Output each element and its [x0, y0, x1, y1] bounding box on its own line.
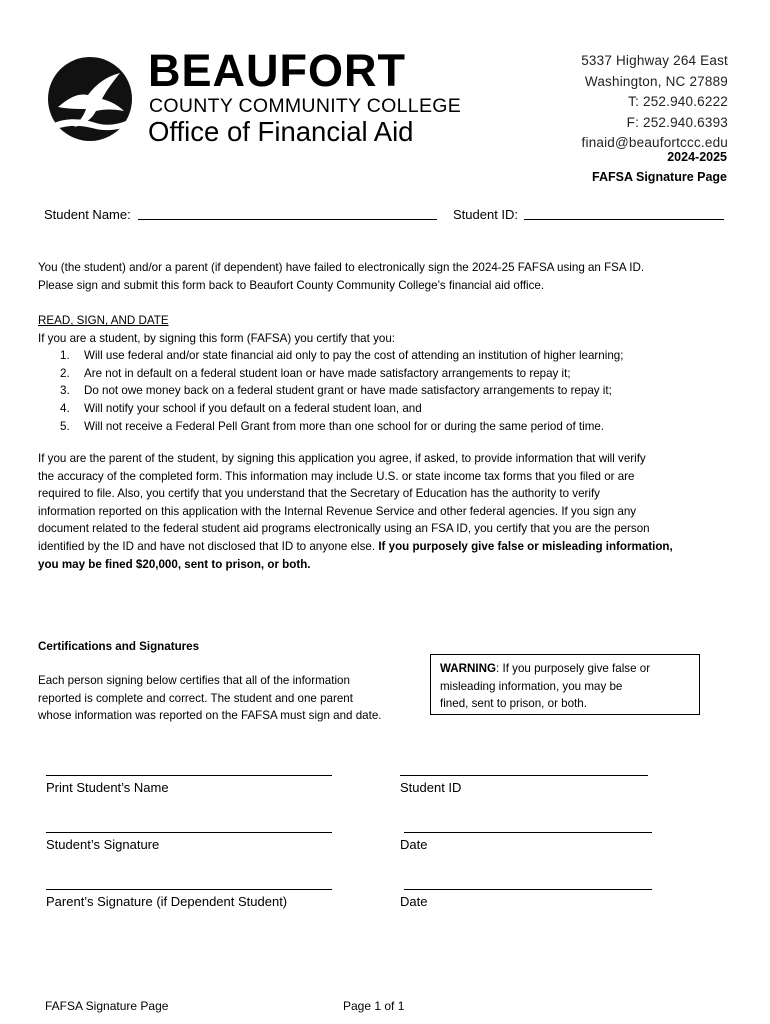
- email-link[interactable]: finaid@beaufortccc.edu: [581, 135, 728, 150]
- intro-line: Please sign and submit this form back to Beaufort County Community College’s financial aid office.: [38, 278, 545, 292]
- read-sign-section: [38, 312, 738, 435]
- read-sign-lead: If you are a student, by signing this form (FAFSA) you certify that you:: [38, 331, 395, 345]
- warning-label: WARNING: [440, 662, 497, 675]
- student-signature-line[interactable]: [46, 832, 332, 833]
- parent-date-label: Date: [400, 894, 428, 909]
- paragraph-line: information reported on this application with the Internal Revenue Service and other federal agencies. If you sign any: [38, 504, 637, 518]
- list-item: 2. Are not in default on a federal student loan or have made satisfactory arrangements to repay it;: [60, 366, 571, 380]
- address-line: Washington, NC 27889: [584, 73, 728, 89]
- certifications-heading: Certifications and Signatures: [38, 640, 200, 653]
- student-id-label: Student ID:: [453, 207, 519, 222]
- paragraph-line: If you are the parent of the student, by signing this application you agree, if asked, to provide information that will verify: [38, 452, 646, 465]
- student-signature-label: Student’s Signature: [46, 837, 160, 852]
- contact-address: [581, 51, 728, 154]
- warning-line: fined, sent to prison, or both.: [440, 697, 587, 711]
- warning-line: misleading information, you may be: [440, 679, 623, 693]
- college-name: BEAUFORT: [148, 45, 406, 96]
- paragraph-line: Each person signing below certifies that all of the information: [38, 674, 350, 687]
- college-logo-icon: [48, 57, 132, 141]
- intro-text: [38, 259, 644, 294]
- certification-list: [38, 347, 738, 435]
- student-id-field[interactable]: [524, 206, 724, 220]
- paragraph-line: document related to the federal student aid programs electronically using an FSA ID, you certify that you are the person: [38, 522, 650, 536]
- document-title: FAFSA Signature Page: [592, 170, 727, 184]
- parent-signature-line[interactable]: [46, 889, 332, 890]
- college-subtitle: COUNTY COMMUNITY COLLEGE: [149, 95, 462, 117]
- parent-paragraph: [38, 450, 738, 573]
- footer-title: FAFSA Signature Page: [45, 999, 169, 1013]
- parent-date-line[interactable]: [404, 889, 652, 890]
- paragraph-line: [38, 556, 738, 574]
- list-item: 4. Will notify your school if you default on a federal student loan, and: [60, 401, 422, 415]
- list-item: 3. Do not owe money back on a federal student grant or have made satisfactory arrangements to repay it;: [60, 384, 612, 398]
- list-item: 5. Will not receive a Federal Pell Grant from more than one school for or during the same period of time.: [60, 419, 605, 433]
- student-id-sig-label: Student ID: [400, 780, 462, 795]
- student-date-line[interactable]: [404, 832, 652, 833]
- document-year: 2024-2025: [667, 150, 727, 164]
- print-name-line[interactable]: [46, 775, 332, 776]
- page-number: Page 1 of 1: [343, 999, 405, 1013]
- fax-line: F: 252.940.6393: [626, 114, 728, 130]
- warning-box: WARNING: If you purposely give false or misleading information, you may be fined, sent to prison, or both.: [430, 654, 700, 715]
- certifications-text: [38, 672, 382, 725]
- office-name: Office of Financial Aid: [148, 116, 414, 147]
- student-name-label: Student Name:: [44, 207, 131, 222]
- penalty-warning: If you purposely give false or misleading information,: [378, 539, 673, 553]
- student-name-field[interactable]: [138, 206, 437, 220]
- paragraph-line: identified by the ID and have not disclosed that ID to anyone else. If you purposely give false or misleading information,: [38, 539, 673, 553]
- print-name-label: Print Student’s Name: [46, 780, 169, 795]
- address-line: 5337 Highway 264 East: [581, 53, 728, 68]
- paragraph-line: whose information was reported on the FAFSA must sign and date.: [38, 709, 382, 723]
- read-sign-heading: READ, SIGN, AND DATE: [38, 314, 169, 327]
- phone-line: T: 252.940.6222: [628, 94, 728, 109]
- student-id-line[interactable]: [400, 775, 648, 776]
- student-date-label: Date: [400, 837, 428, 852]
- list-item: 1. Will use federal and/or state financial aid only to pay the cost of attending an institution of higher learning;: [60, 349, 624, 363]
- paragraph-line: reported is complete and correct. The student and one parent: [38, 691, 353, 705]
- paragraph-line: the accuracy of the completed form. This information may include U.S. or state income tax forms that you filed or are: [38, 469, 635, 483]
- penalty-warning: you may be fined $20,000, sent to prison, or both.: [38, 557, 311, 571]
- intro-line: You (the student) and/or a parent (if dependent) have failed to electronically sign the 2024-25 FAFSA using an FSA ID.: [38, 261, 645, 274]
- parent-signature-label: Parent’s Signature (if Dependent Student): [46, 894, 288, 909]
- paragraph-line: required to file. Also, you certify that you understand that the Secretary of Education has the authority to verify: [38, 487, 600, 501]
